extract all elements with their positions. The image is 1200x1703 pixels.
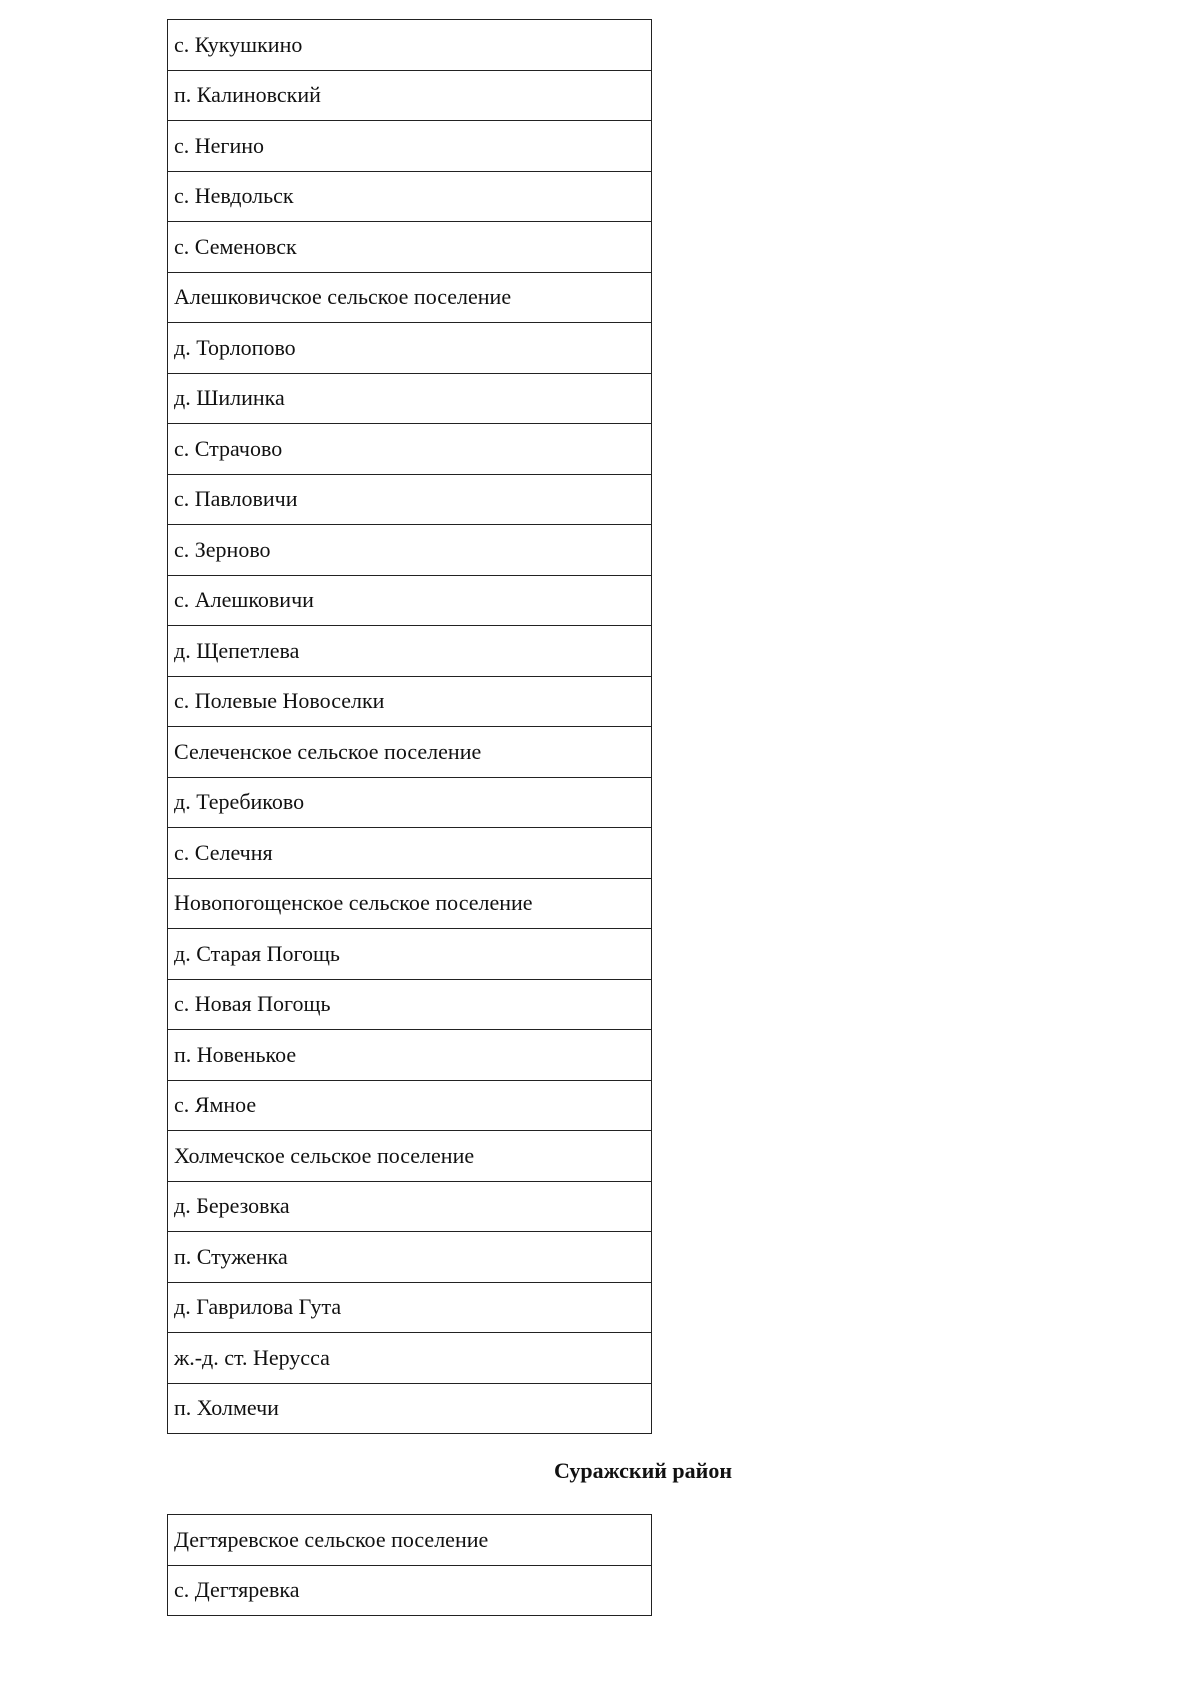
table-row [168,1232,652,1283]
table-cell: с. Новая Погощь [168,979,652,1030]
table-row [168,878,652,929]
table-row [168,676,652,727]
table-cell: с. Павловичи [168,474,652,525]
table-cell: д. Теребиково [168,777,652,828]
table-cell: с. Негино [168,121,652,172]
table-row [168,1383,652,1434]
table-cell: д. Щепетлева [168,626,652,677]
table-row [168,20,652,71]
table-cell: п. Новенькое [168,1030,652,1081]
table-row [168,626,652,677]
table-row [168,323,652,374]
table-row [168,474,652,525]
table-cell: с. Семеновск [168,222,652,273]
table-row [168,525,652,576]
table-row [168,979,652,1030]
table-row [168,1131,652,1182]
table-cell: д. Старая Погощь [168,929,652,980]
table-cell: с. Кукушкино [168,20,652,71]
table-row [168,575,652,626]
table-cell: д. Гаврилова Гута [168,1282,652,1333]
district-settlements-table-body [168,1515,652,1616]
table-row [168,777,652,828]
table-cell: д. Березовка [168,1181,652,1232]
table-row [168,272,652,323]
settlements-table-body [168,20,652,1434]
table-row [168,1080,652,1131]
table-cell: д. Шилинка [168,373,652,424]
table-row [168,727,652,778]
table-row [168,828,652,879]
table-cell: с. Дегтяревка [168,1565,652,1616]
table-cell: Новопогощенское сельское поселение [168,878,652,929]
table-row [168,1333,652,1384]
table-row [168,121,652,172]
table-row [168,1030,652,1081]
table-cell: с. Ямное [168,1080,652,1131]
table-cell: д. Торлопово [168,323,652,374]
district-heading: Суражский район [554,1458,733,1483]
table-cell: Алешковичское сельское поселение [168,272,652,323]
district-settlements-table [167,1514,652,1616]
table-cell: п. Стуженка [168,1232,652,1283]
table-row [168,1282,652,1333]
table-cell: п. Калиновский [168,70,652,121]
table-row [168,1565,652,1616]
table-row [168,929,652,980]
table-cell: ж.-д. ст. Нерусса [168,1333,652,1384]
table-cell: с. Зерново [168,525,652,576]
table-row [168,1515,652,1566]
table-cell: с. Селечня [168,828,652,879]
table-cell: с. Алешковичи [168,575,652,626]
table-row [168,424,652,475]
table-cell: п. Холмечи [168,1383,652,1434]
table-row [168,1181,652,1232]
table-row [168,222,652,273]
table-cell: с. Невдольск [168,171,652,222]
table-cell: с. Полевые Новоселки [168,676,652,727]
table-cell: Холмечское сельское поселение [168,1131,652,1182]
table-cell: Дегтяревское сельское поселение [168,1515,652,1566]
table-row [168,171,652,222]
table-cell: с. Страчово [168,424,652,475]
settlements-table [167,19,652,1434]
table-row [168,70,652,121]
table-row [168,373,652,424]
table-cell: Селеченское сельское поселение [168,727,652,778]
